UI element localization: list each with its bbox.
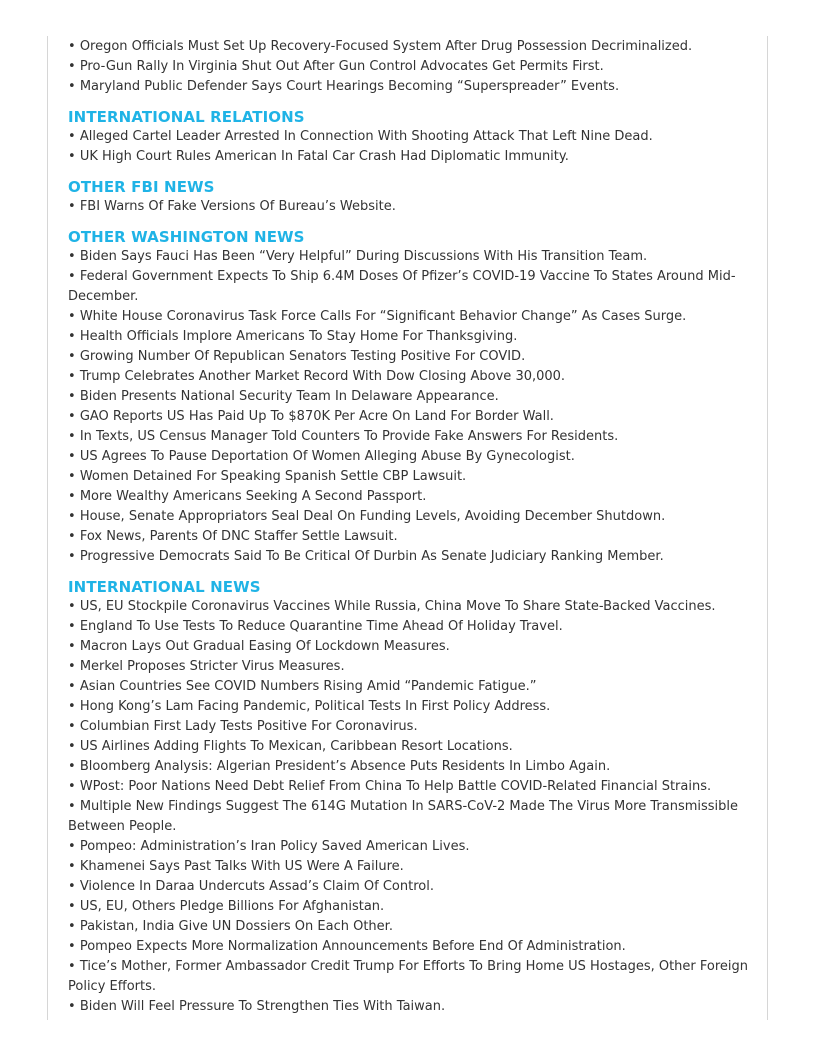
news-item [68, 917, 752, 937]
news-item [68, 307, 752, 327]
news-item [68, 957, 752, 997]
news-item [68, 37, 752, 57]
news-item-text: Pro-Gun Rally In Virginia Shut Out After Gun Control Advocates Get Permits First. [79, 59, 604, 74]
bullet-icon: • [68, 199, 76, 214]
news-item [68, 757, 752, 777]
news-item [68, 637, 752, 657]
news-item-text: Hong Kong’s Lam Facing Pandemic, Political Tests In First Policy Address. [79, 699, 551, 714]
news-item [68, 737, 752, 757]
bullet-icon: • [68, 839, 76, 854]
bullet-icon: • [68, 249, 76, 264]
section-heading: OTHER WASHINGTON NEWS [68, 228, 305, 246]
news-item [68, 837, 752, 857]
news-item [68, 427, 752, 447]
bullet-icon: • [68, 349, 76, 364]
bullet-icon: • [68, 489, 76, 504]
bullet-icon: • [68, 959, 76, 974]
bullet-icon: • [68, 449, 76, 464]
news-item [68, 367, 752, 387]
bullet-icon: • [68, 759, 76, 774]
news-item [68, 697, 752, 717]
news-item-text: Asian Countries See COVID Numbers Rising Amid “Pandemic Fatigue.” [79, 679, 537, 694]
news-item [68, 657, 752, 677]
news-item [68, 197, 752, 217]
news-item [68, 467, 752, 487]
news-item-text: Tice’s Mother, Former Ambassador Credit Trump For Efforts To Bring Home US Hostages, Other Foreign Policy Efforts. [68, 959, 749, 994]
news-item [68, 57, 752, 77]
news-item [68, 487, 752, 507]
news-item-text: Pompeo Expects More Normalization Announcements Before End Of Administration. [79, 939, 626, 954]
news-item-text: More Wealthy Americans Seeking A Second Passport. [79, 489, 427, 504]
bullet-icon: • [68, 469, 76, 484]
bullet-icon: • [68, 59, 76, 74]
bullet-icon: • [68, 549, 76, 564]
news-item-text: Oregon Officials Must Set Up Recovery-Focused System After Drug Possession Decriminalized. [79, 39, 693, 54]
bullet-icon: • [68, 79, 76, 94]
news-item [68, 547, 752, 567]
news-item-text: House, Senate Appropriators Seal Deal On Funding Levels, Avoiding December Shutdown. [79, 509, 666, 524]
bullet-icon: • [68, 919, 76, 934]
news-item-text: Federal Government Expects To Ship 6.4M Doses Of Pfizer’s COVID-19 Vaccine To States Around Mid-December. [68, 269, 736, 304]
bullet-icon: • [68, 599, 76, 614]
bullet-icon: • [68, 699, 76, 714]
news-item [68, 877, 752, 897]
news-item [68, 937, 752, 957]
bullet-icon: • [68, 329, 76, 344]
news-item [68, 997, 752, 1017]
news-item [68, 777, 752, 797]
news-item [68, 797, 752, 837]
news-item-text: WPost: Poor Nations Need Debt Relief From China To Help Battle COVID-Related Financial Strains. [79, 779, 712, 794]
news-item [68, 267, 752, 307]
news-item-text: Biden Presents National Security Team In Delaware Appearance. [79, 389, 499, 404]
news-item [68, 717, 752, 737]
newsletter-body [68, 37, 752, 1017]
news-item [68, 77, 752, 97]
news-item-text: Maryland Public Defender Says Court Hearings Becoming “Superspreader” Events. [79, 79, 620, 94]
bullet-icon: • [68, 409, 76, 424]
bullet-icon: • [68, 309, 76, 324]
bullet-icon: • [68, 389, 76, 404]
news-item-text: FBI Warns Of Fake Versions Of Bureau’s Website. [79, 199, 396, 214]
news-item-text: US, EU Stockpile Coronavirus Vaccines While Russia, China Move To Share State-Backed Vaccines. [79, 599, 716, 614]
news-item-text: Pompeo: Administration’s Iran Policy Saved American Lives. [79, 839, 470, 854]
news-item-text: GAO Reports US Has Paid Up To $870K Per Acre On Land For Border Wall. [79, 409, 554, 424]
bullet-icon: • [68, 719, 76, 734]
bullet-icon: • [68, 639, 76, 654]
news-item-text: White House Coronavirus Task Force Calls For “Significant Behavior Change” As Cases Surge. [79, 309, 687, 324]
news-item [68, 507, 752, 527]
news-item-text: Pakistan, India Give UN Dossiers On Each Other. [79, 919, 393, 934]
news-section [68, 227, 752, 567]
bullet-icon: • [68, 39, 76, 54]
news-item-text: Fox News, Parents Of DNC Staffer Settle Lawsuit. [79, 529, 398, 544]
news-item-text: Khamenei Says Past Talks With US Were A Failure. [79, 859, 404, 874]
bullet-icon: • [68, 509, 76, 524]
news-item [68, 327, 752, 347]
bullet-icon: • [68, 369, 76, 384]
bullet-icon: • [68, 779, 76, 794]
section-heading: INTERNATIONAL RELATIONS [68, 108, 305, 126]
bullet-icon: • [68, 619, 76, 634]
news-item-text: Progressive Democrats Said To Be Critical Of Durbin As Senate Judiciary Ranking Member. [79, 549, 664, 564]
news-item [68, 347, 752, 367]
news-item-text: Violence In Daraa Undercuts Assad’s Claim Of Control. [79, 879, 434, 894]
news-item [68, 857, 752, 877]
news-item [68, 147, 752, 167]
bullet-icon: • [68, 429, 76, 444]
news-item-text: Women Detained For Speaking Spanish Settle CBP Lawsuit. [79, 469, 467, 484]
news-section [68, 577, 752, 1017]
bullet-icon: • [68, 999, 76, 1014]
news-item [68, 597, 752, 617]
news-item-text: US Airlines Adding Flights To Mexican, Caribbean Resort Locations. [79, 739, 513, 754]
news-item-text: Bloomberg Analysis: Algerian President’s Absence Puts Residents In Limbo Again. [79, 759, 611, 774]
news-item [68, 447, 752, 467]
news-section [68, 107, 752, 167]
news-item-text: In Texts, US Census Manager Told Counters To Provide Fake Answers For Residents. [79, 429, 619, 444]
news-item [68, 677, 752, 697]
bullet-icon: • [68, 129, 76, 144]
section-heading: OTHER FBI NEWS [68, 178, 215, 196]
bullet-icon: • [68, 939, 76, 954]
news-item-text: UK High Court Rules American In Fatal Car Crash Had Diplomatic Immunity. [79, 149, 569, 164]
bullet-icon: • [68, 149, 76, 164]
news-item [68, 527, 752, 547]
news-section [68, 37, 752, 97]
news-item-text: US Agrees To Pause Deportation Of Women Alleging Abuse By Gynecologist. [79, 449, 575, 464]
bullet-icon: • [68, 899, 76, 914]
news-item-text: Multiple New Findings Suggest The 614G Mutation In SARS-CoV-2 Made The Virus More Transmissible Between People. [68, 799, 739, 834]
bullet-icon: • [68, 879, 76, 894]
news-item [68, 617, 752, 637]
news-item [68, 387, 752, 407]
bullet-icon: • [68, 529, 76, 544]
section-heading: INTERNATIONAL NEWS [68, 578, 261, 596]
news-item-text: Growing Number Of Republican Senators Testing Positive For COVID. [79, 349, 526, 364]
news-item-text: Columbian First Lady Tests Positive For Coronavirus. [79, 719, 418, 734]
news-item-text: Merkel Proposes Stricter Virus Measures. [79, 659, 345, 674]
bullet-icon: • [68, 739, 76, 754]
news-section [68, 177, 752, 217]
news-item-text: England To Use Tests To Reduce Quarantine Time Ahead Of Holiday Travel. [79, 619, 563, 634]
bullet-icon: • [68, 659, 76, 674]
news-item-text: Macron Lays Out Gradual Easing Of Lockdown Measures. [79, 639, 450, 654]
bullet-icon: • [68, 679, 76, 694]
news-item [68, 127, 752, 147]
news-item-text: Trump Celebrates Another Market Record With Dow Closing Above 30,000. [79, 369, 566, 384]
news-item-text: Biden Says Fauci Has Been “Very Helpful” During Discussions With His Transition Team. [79, 249, 648, 264]
news-item-text: Health Officials Implore Americans To Stay Home For Thanksgiving. [79, 329, 518, 344]
news-item-text: Alleged Cartel Leader Arrested In Connection With Shooting Attack That Left Nine Dead. [79, 129, 653, 144]
news-item-text: Biden Will Feel Pressure To Strengthen Ties With Taiwan. [79, 999, 446, 1014]
news-item-text: US, EU, Others Pledge Billions For Afghanistan. [79, 899, 385, 914]
bullet-icon: • [68, 859, 76, 874]
news-item [68, 247, 752, 267]
news-item [68, 407, 752, 427]
bullet-icon: • [68, 799, 76, 814]
bullet-icon: • [68, 269, 76, 284]
news-item [68, 897, 752, 917]
